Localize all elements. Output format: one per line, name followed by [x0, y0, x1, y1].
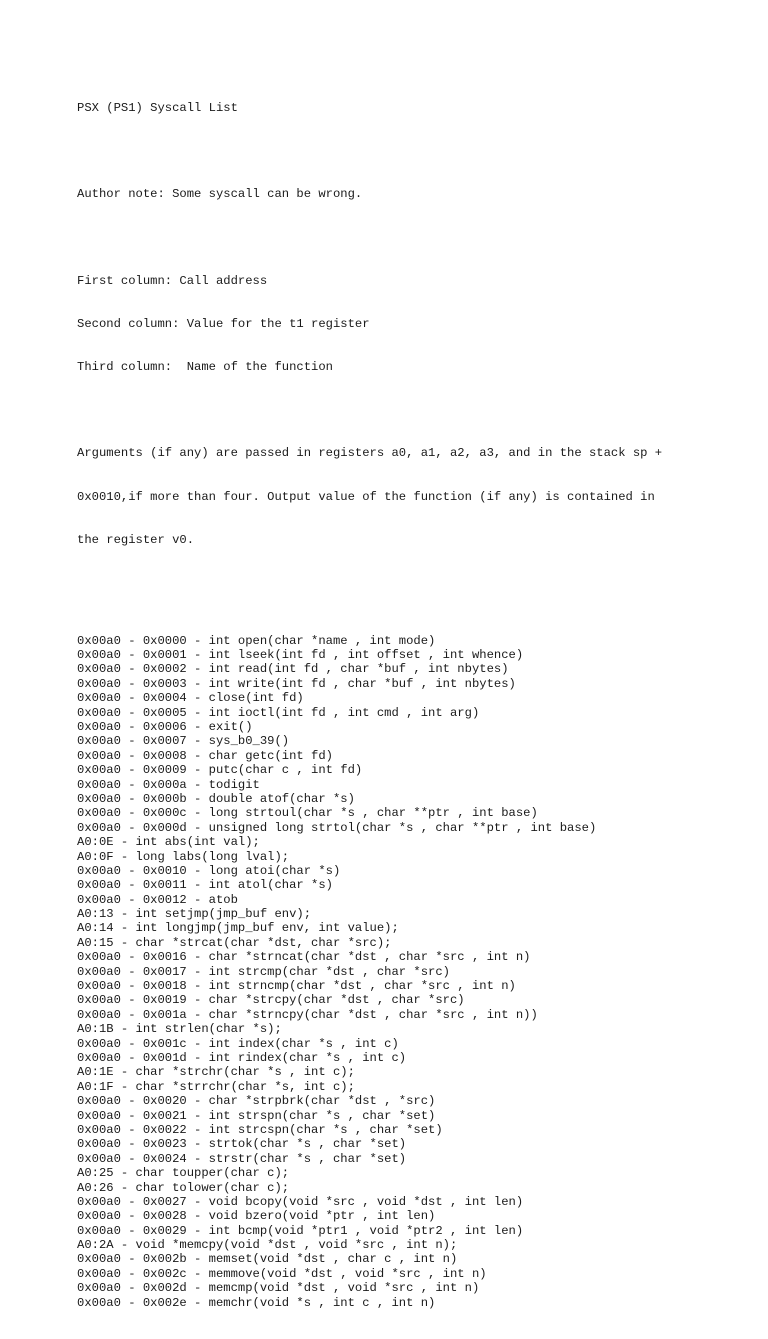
syscall-entry: 0x00a0 - 0x0005 - int ioctl(int fd , int cmd , int arg)	[77, 705, 480, 720]
syscall-entry: 0x00a0 - 0x0029 - int bcmp(void *ptr1 , void *ptr2 , int len)	[77, 1223, 524, 1238]
syscall-entry: 0x00a0 - 0x0018 - int strncmp(char *dst , char *src , int n)	[77, 979, 516, 994]
syscall-entry: 0x00a0 - 0x0000 - int open(char *name , int mode)	[77, 633, 436, 648]
syscall-entry: 0x00a0 - 0x002d - memcmp(void *dst , void *src , int n)	[77, 1281, 480, 1296]
syscall-entry: A0:15 - char *strcat(char *dst, char *src);	[77, 935, 392, 950]
syscall-entry: A0:25 - char toupper(char c);	[77, 1166, 290, 1181]
syscall-entry: 0x00a0 - 0x0006 - exit()	[77, 720, 253, 734]
syscall-entry: 0x00a0 - 0x000b - double atof(char *s)	[77, 791, 355, 806]
syscall-entry: 0x00a0 - 0x0012 - atob	[77, 892, 238, 907]
syscall-entry: 0x00a0 - 0x0020 - char *strpbrk(char *dst , *src)	[77, 1094, 436, 1109]
arguments-paragraph-line: Arguments (if any) are passed in registers a0, a1, a2, a3, and in the stack sp +	[77, 446, 663, 461]
syscall-entry: 0x00a0 - 0x002c - memmove(void *dst , void *src , int n)	[77, 1266, 487, 1281]
syscall-entry: A0:14 - int longjmp(jmp_buf env, int value);	[77, 921, 399, 936]
author-note: Author note: Some syscall can be wrong.	[77, 187, 363, 202]
syscall-entry: 0x00a0 - 0x002b - memset(void *dst , char c , int n)	[77, 1252, 458, 1267]
syscall-entry: A0:0F - long labs(long lval);	[77, 849, 290, 864]
syscall-entry: 0x00a0 - 0x001a - char *strncpy(char *dst , char *src , int n))	[77, 1007, 538, 1022]
syscall-entry: A0:13 - int setjmp(jmp_buf env);	[77, 907, 312, 922]
syscall-entry: A0:0E - int abs(int val);	[77, 835, 260, 850]
syscall-entry: 0x00a0 - 0x0008 - char getc(int fd)	[77, 748, 333, 763]
syscall-entry: A0:2A - void *memcpy(void *dst , void *src , int n);	[77, 1238, 458, 1253]
spacer	[77, 230, 757, 244]
arguments-paragraph-line: 0x0010,if more than four. Output value of the function (if any) is contained in	[77, 489, 655, 504]
syscall-entry: 0x00a0 - 0x0017 - int strcmp(char *dst , char *src)	[77, 964, 450, 979]
syscall-entry: 0x00a0 - 0x0010 - long atoi(char *s)	[77, 863, 341, 878]
syscall-entry: A0:1B - int strlen(char *s);	[77, 1022, 282, 1037]
syscall-entry: 0x00a0 - 0x0027 - void bcopy(void *src , void *dst , int len)	[77, 1194, 524, 1209]
syscall-list	[77, 634, 757, 1310]
syscall-entry: 0x00a0 - 0x0016 - char *strncat(char *dst , char *src , int n)	[77, 950, 531, 965]
syscall-entry: 0x00a0 - 0x0024 - strstr(char *s , char *set)	[77, 1151, 407, 1166]
syscall-entry: 0x00a0 - 0x0023 - strtok(char *s , char *set)	[77, 1137, 407, 1152]
syscall-entry: 0x00a0 - 0x0003 - int write(int fd , char *buf , int nbytes)	[77, 676, 516, 691]
syscall-entry: 0x00a0 - 0x0011 - int atol(char *s)	[77, 878, 333, 893]
syscall-entry: 0x00a0 - 0x001d - int rindex(char *s , int c)	[77, 1050, 407, 1065]
syscall-entry: A0:1E - char *strchr(char *s , int c);	[77, 1065, 355, 1080]
column-description: Second column: Value for the t1 register	[77, 316, 370, 331]
syscall-entry: 0x00a0 - 0x0007 - sys_b0_39()	[77, 734, 290, 749]
syscall-entry: 0x00a0 - 0x001c - int index(char *s , int c)	[77, 1036, 399, 1051]
spacer	[77, 403, 757, 417]
arguments-paragraph-line: the register v0.	[77, 532, 195, 547]
syscall-entry: 0x00a0 - 0x0004 - close(int fd)	[77, 691, 304, 706]
syscall-entry: 0x00a0 - 0x0021 - int strspn(char *s , char *set)	[77, 1108, 436, 1123]
spacer	[77, 576, 757, 605]
column-description: First column: Call address	[77, 273, 268, 288]
syscall-entry: A0:26 - char tolower(char c);	[77, 1180, 290, 1195]
syscall-entry: A0:1F - char *strrchr(char *s, int c);	[77, 1079, 355, 1094]
document-title: PSX (PS1) Syscall List	[77, 100, 238, 115]
syscall-entry: 0x00a0 - 0x0028 - void bzero(void *ptr , int len)	[77, 1209, 436, 1224]
spacer	[77, 144, 757, 158]
document-body	[77, 72, 757, 1339]
syscall-entry: 0x00a0 - 0x0022 - int strcspn(char *s , char *set)	[77, 1122, 443, 1137]
syscall-entry: 0x00a0 - 0x0019 - char *strcpy(char *dst , char *src)	[77, 993, 465, 1008]
syscall-entry: 0x00a0 - 0x000a - todigit	[77, 777, 260, 792]
column-description: Third column: Name of the function	[77, 360, 333, 375]
syscall-entry: 0x00a0 - 0x000c - long strtoul(char *s , char **ptr , int base)	[77, 806, 538, 821]
syscall-entry: 0x00a0 - 0x000d - unsigned long strtol(char *s , char **ptr , int base)	[77, 820, 597, 835]
syscall-entry: 0x00a0 - 0x002e - memchr(void *s , int c , int n)	[77, 1295, 436, 1310]
syscall-entry: 0x00a0 - 0x0002 - int read(int fd , char *buf , int nbytes)	[77, 662, 509, 677]
syscall-entry: 0x00a0 - 0x0001 - int lseek(int fd , int offset , int whence)	[77, 648, 524, 663]
syscall-entry: 0x00a0 - 0x0009 - putc(char c , int fd)	[77, 763, 363, 778]
